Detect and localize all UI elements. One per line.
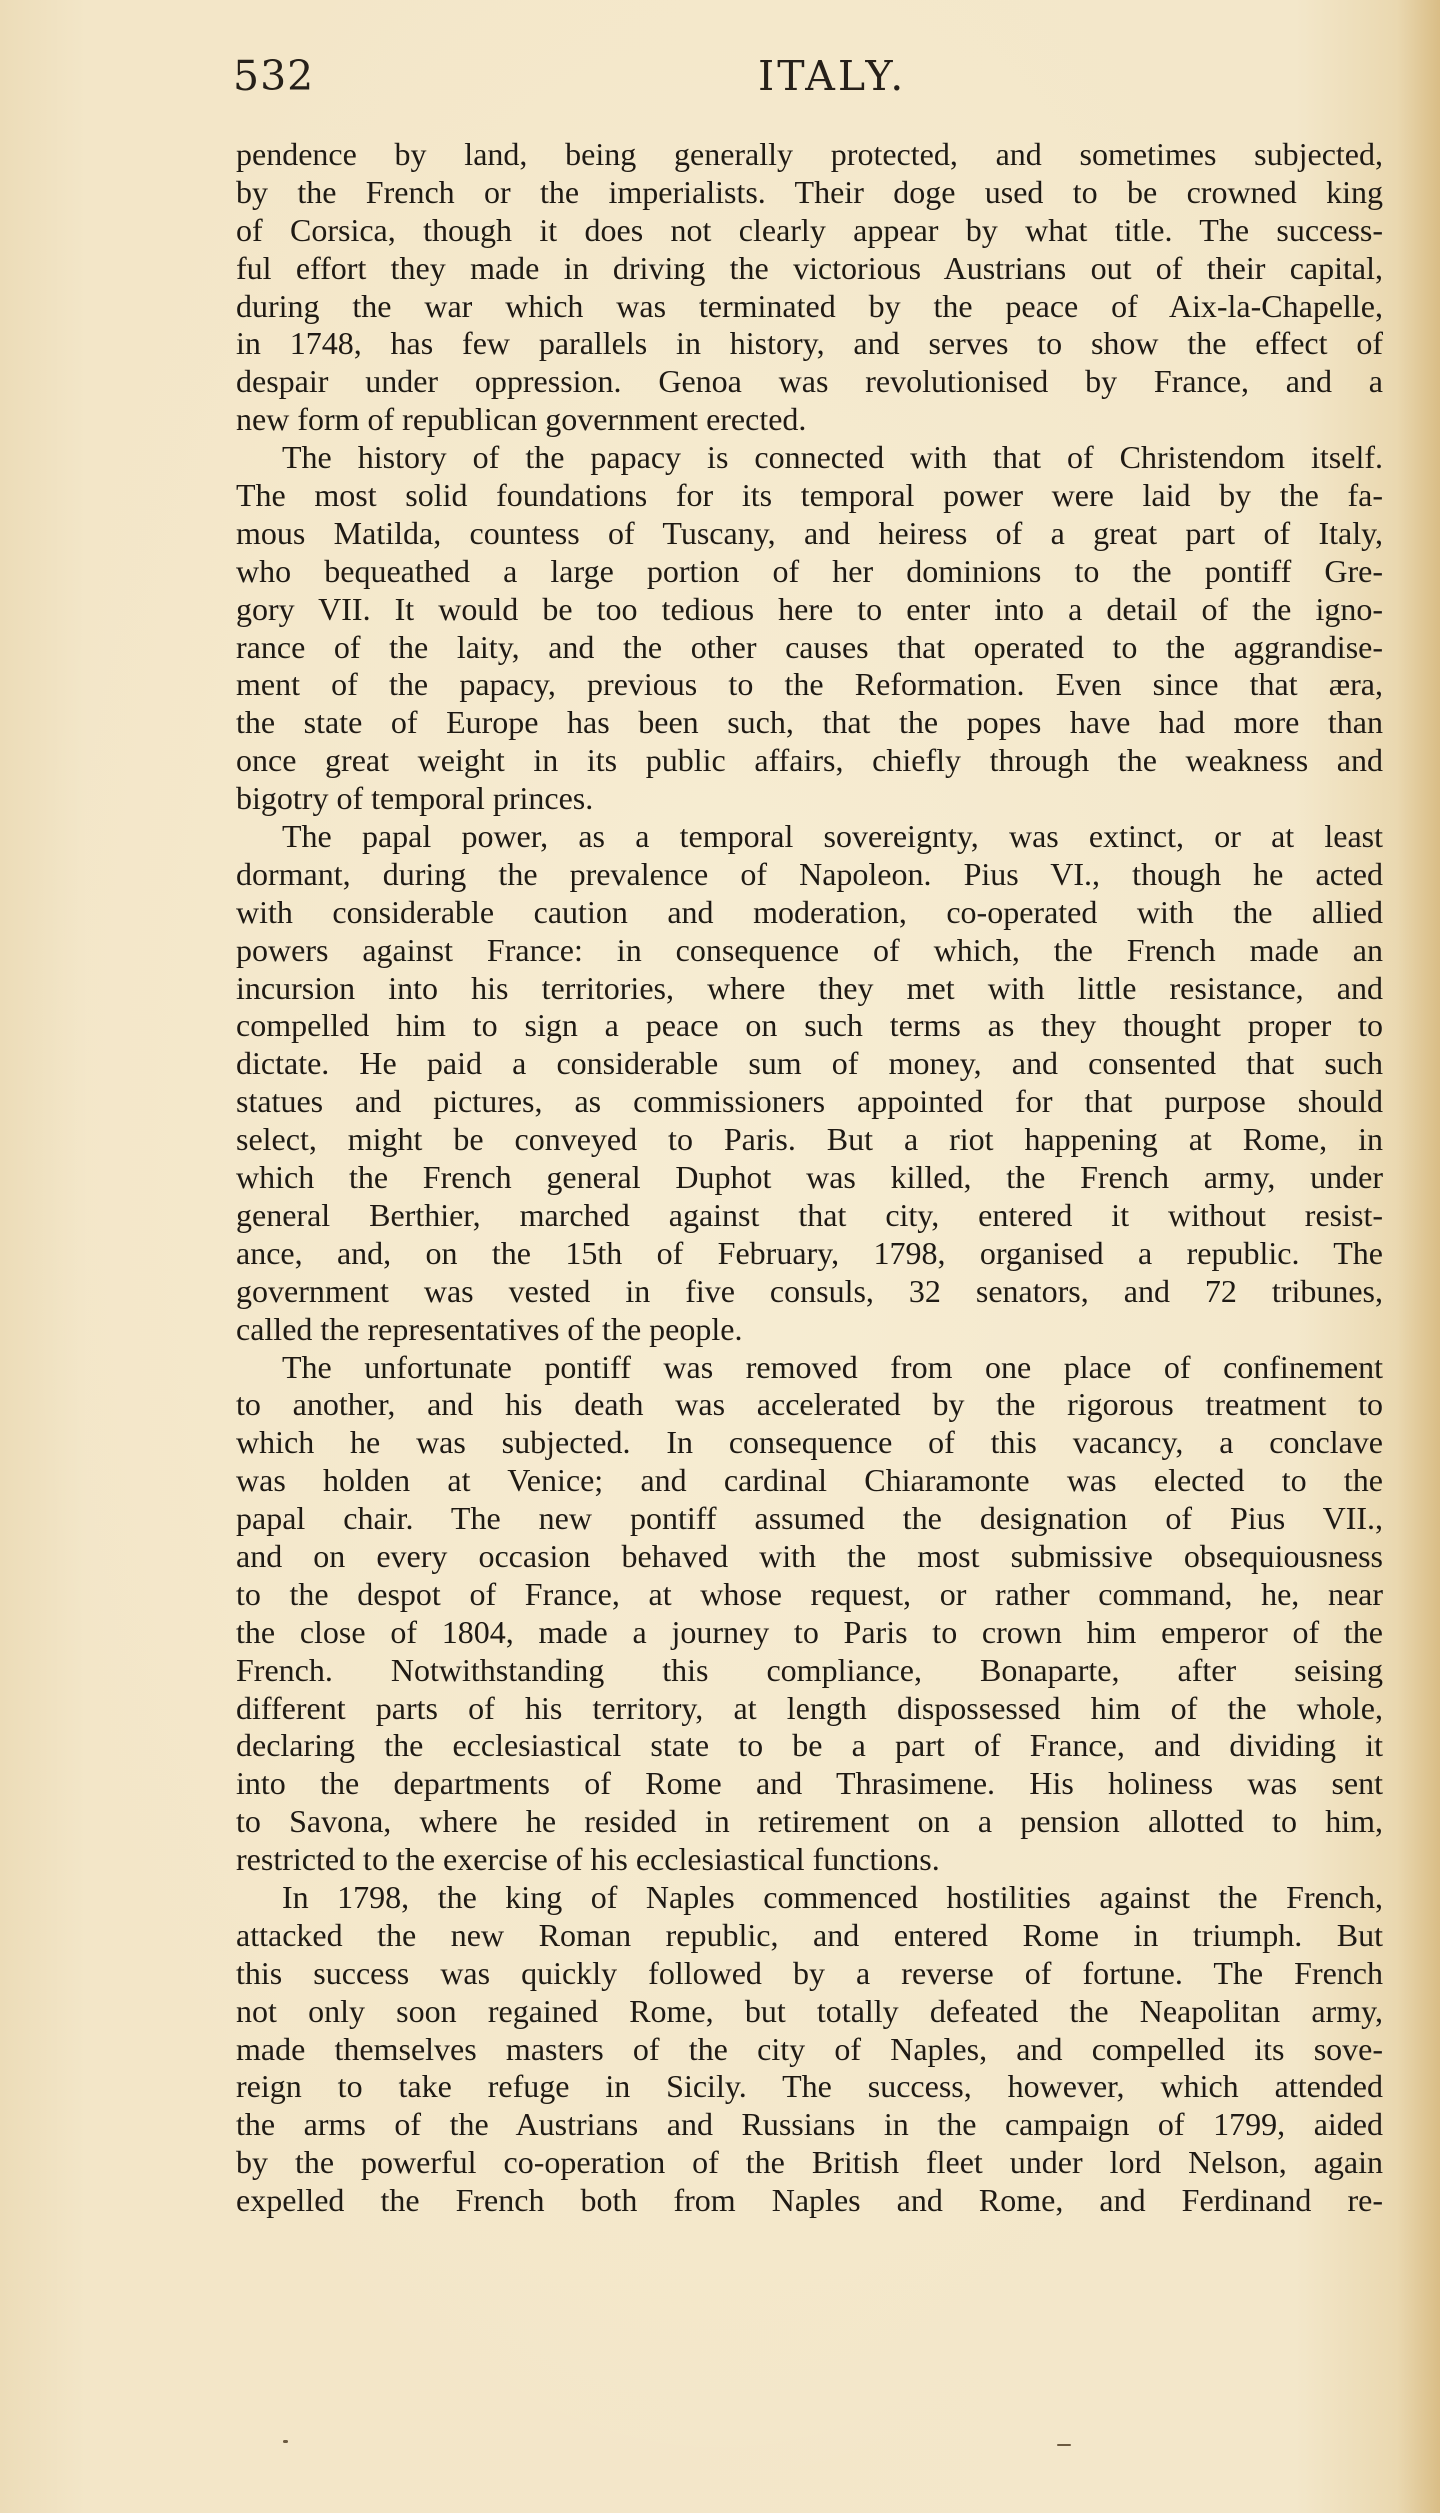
text-line: incursion into his territories, where they met with little resistance, and (236, 969, 1383, 1006)
text-line: gory VII. It would be too tedious here to enter into a detail of the igno- (236, 590, 1383, 627)
text-line: different parts of his territory, at length dispossessed him of the whole, (236, 1689, 1383, 1726)
print-speck (283, 2440, 288, 2443)
text-line: reign to take refuge in Sicily. The success, however, which attended (236, 2068, 1383, 2105)
text-line: once great weight in its public affairs, chiefly through the weakness and (236, 742, 1383, 779)
text-line: mous Matilda, countess of Tuscany, and heiress of a great part of Italy, (236, 514, 1383, 551)
text-line: into the departments of Rome and Thrasimene. His holiness was sent (236, 1765, 1383, 1802)
text-line: ment of the papacy, previous to the Reformation. Even since that æra, (236, 666, 1383, 703)
running-title: ITALY. (758, 52, 907, 100)
text-line: was holden at Venice; and cardinal Chiaramonte was elected to the (236, 1462, 1383, 1499)
text-line: which the French general Duphot was killed, the French army, under (236, 1159, 1383, 1196)
text-line: ance, and, on the 15th of February, 1798, organised a republic. The (236, 1234, 1383, 1271)
text-line: in 1748, has few parallels in history, and serves to show the effect of (236, 325, 1383, 362)
text-line: papal chair. The new pontiff assumed the designation of Pius VII., (236, 1500, 1383, 1537)
text-line: bigotry of temporal princes. (236, 780, 594, 817)
text-line: to the despot of France, at whose request, or rather command, he, near (236, 1575, 1383, 1612)
text-line: rance of the laity, and the other causes that operated to the aggrandise- (236, 628, 1383, 665)
paragraph-first-line: The papal power, as a temporal sovereignty, was extinct, or at least (282, 818, 1383, 855)
paragraph-first-line: The history of the papacy is connected with that of Christendom itself. (282, 439, 1383, 476)
paragraph-first-line: In 1798, the king of Naples commenced hostilities against the French, (282, 1878, 1383, 1915)
text-line: made themselves masters of the city of Naples, and compelled its sove- (236, 2030, 1383, 2067)
text-line: select, might be conveyed to Paris. But a riot happening at Rome, in (236, 1121, 1383, 1158)
text-line: restricted to the exercise of his ecclesiastical functions. (236, 1841, 940, 1878)
page-header (233, 52, 1383, 112)
text-line: government was vested in five consuls, 32 senators, and 72 tribunes, (236, 1272, 1383, 1309)
text-line: French. Notwithstanding this compliance, Bonaparte, after seising (236, 1651, 1383, 1688)
text-line: compelled him to sign a peace on such terms as they thought proper to (236, 1007, 1383, 1044)
text-line: not only soon regained Rome, but totally defeated the Neapolitan army, (236, 1992, 1383, 2029)
text-line: new form of republican government erected. (236, 401, 807, 438)
text-line: dictate. He paid a considerable sum of money, and consented that such (236, 1045, 1383, 1082)
text-line: who bequeathed a large portion of her dominions to the pontiff Gre- (236, 552, 1383, 589)
text-line: with considerable caution and moderation, co-operated with the allied (236, 893, 1383, 930)
text-line: by the powerful co-operation of the British fleet under lord Nelson, again (236, 2144, 1383, 2181)
text-line: and on every occasion behaved with the most submissive obsequiousness (236, 1537, 1383, 1574)
text-line: of Corsica, though it does not clearly appear by what title. The success- (236, 211, 1383, 248)
text-line: powers against France: in consequence of which, the French made an (236, 931, 1383, 968)
paragraph-first-line: The unfortunate pontiff was removed from one place of confinement (282, 1348, 1383, 1385)
text-line: ful effort they made in driving the victorious Austrians out of their capital, (236, 249, 1383, 286)
text-line: dormant, during the prevalence of Napoleon. Pius VI., though he acted (236, 855, 1383, 892)
text-line: the close of 1804, made a journey to Paris to crown him emperor of the (236, 1613, 1383, 1650)
page-number: 532 (233, 52, 315, 100)
text-line: by the French or the imperialists. Their doge used to be crowned king (236, 173, 1383, 210)
text-line: to Savona, where he resided in retirement on a pension allotted to him, (236, 1803, 1383, 1840)
text-line: expelled the French both from Naples and Rome, and Ferdinand re- (236, 2182, 1383, 2219)
text-line: The most solid foundations for its temporal power were laid by the fa- (236, 477, 1383, 514)
body-text (236, 136, 1383, 2220)
text-line: this success was quickly followed by a reverse of fortune. The French (236, 1954, 1383, 1991)
text-line: to another, and his death was accelerated by the rigorous treatment to (236, 1386, 1383, 1423)
text-line: despair under oppression. Genoa was revolutionised by France, and a (236, 363, 1383, 400)
print-speck (1057, 2444, 1071, 2446)
text-line: attacked the new Roman republic, and entered Rome in triumph. But (236, 1916, 1383, 1953)
text-line: statues and pictures, as commissioners appointed for that purpose should (236, 1083, 1383, 1120)
text-line: during the war which was terminated by the peace of Aix-la-Chapelle, (236, 287, 1383, 324)
text-line: the state of Europe has been such, that the popes have had more than (236, 704, 1383, 741)
text-line: declaring the ecclesiastical state to be a part of France, and dividing it (236, 1727, 1383, 1764)
text-line: pendence by land, being generally protected, and sometimes subjected, (236, 136, 1383, 172)
text-line: general Berthier, marched against that city, entered it without resist- (236, 1196, 1383, 1233)
text-line: the arms of the Austrians and Russians in the campaign of 1799, aided (236, 2106, 1383, 2143)
text-line: which he was subjected. In consequence of this vacancy, a conclave (236, 1424, 1383, 1461)
text-line: called the representatives of the people. (236, 1310, 743, 1347)
